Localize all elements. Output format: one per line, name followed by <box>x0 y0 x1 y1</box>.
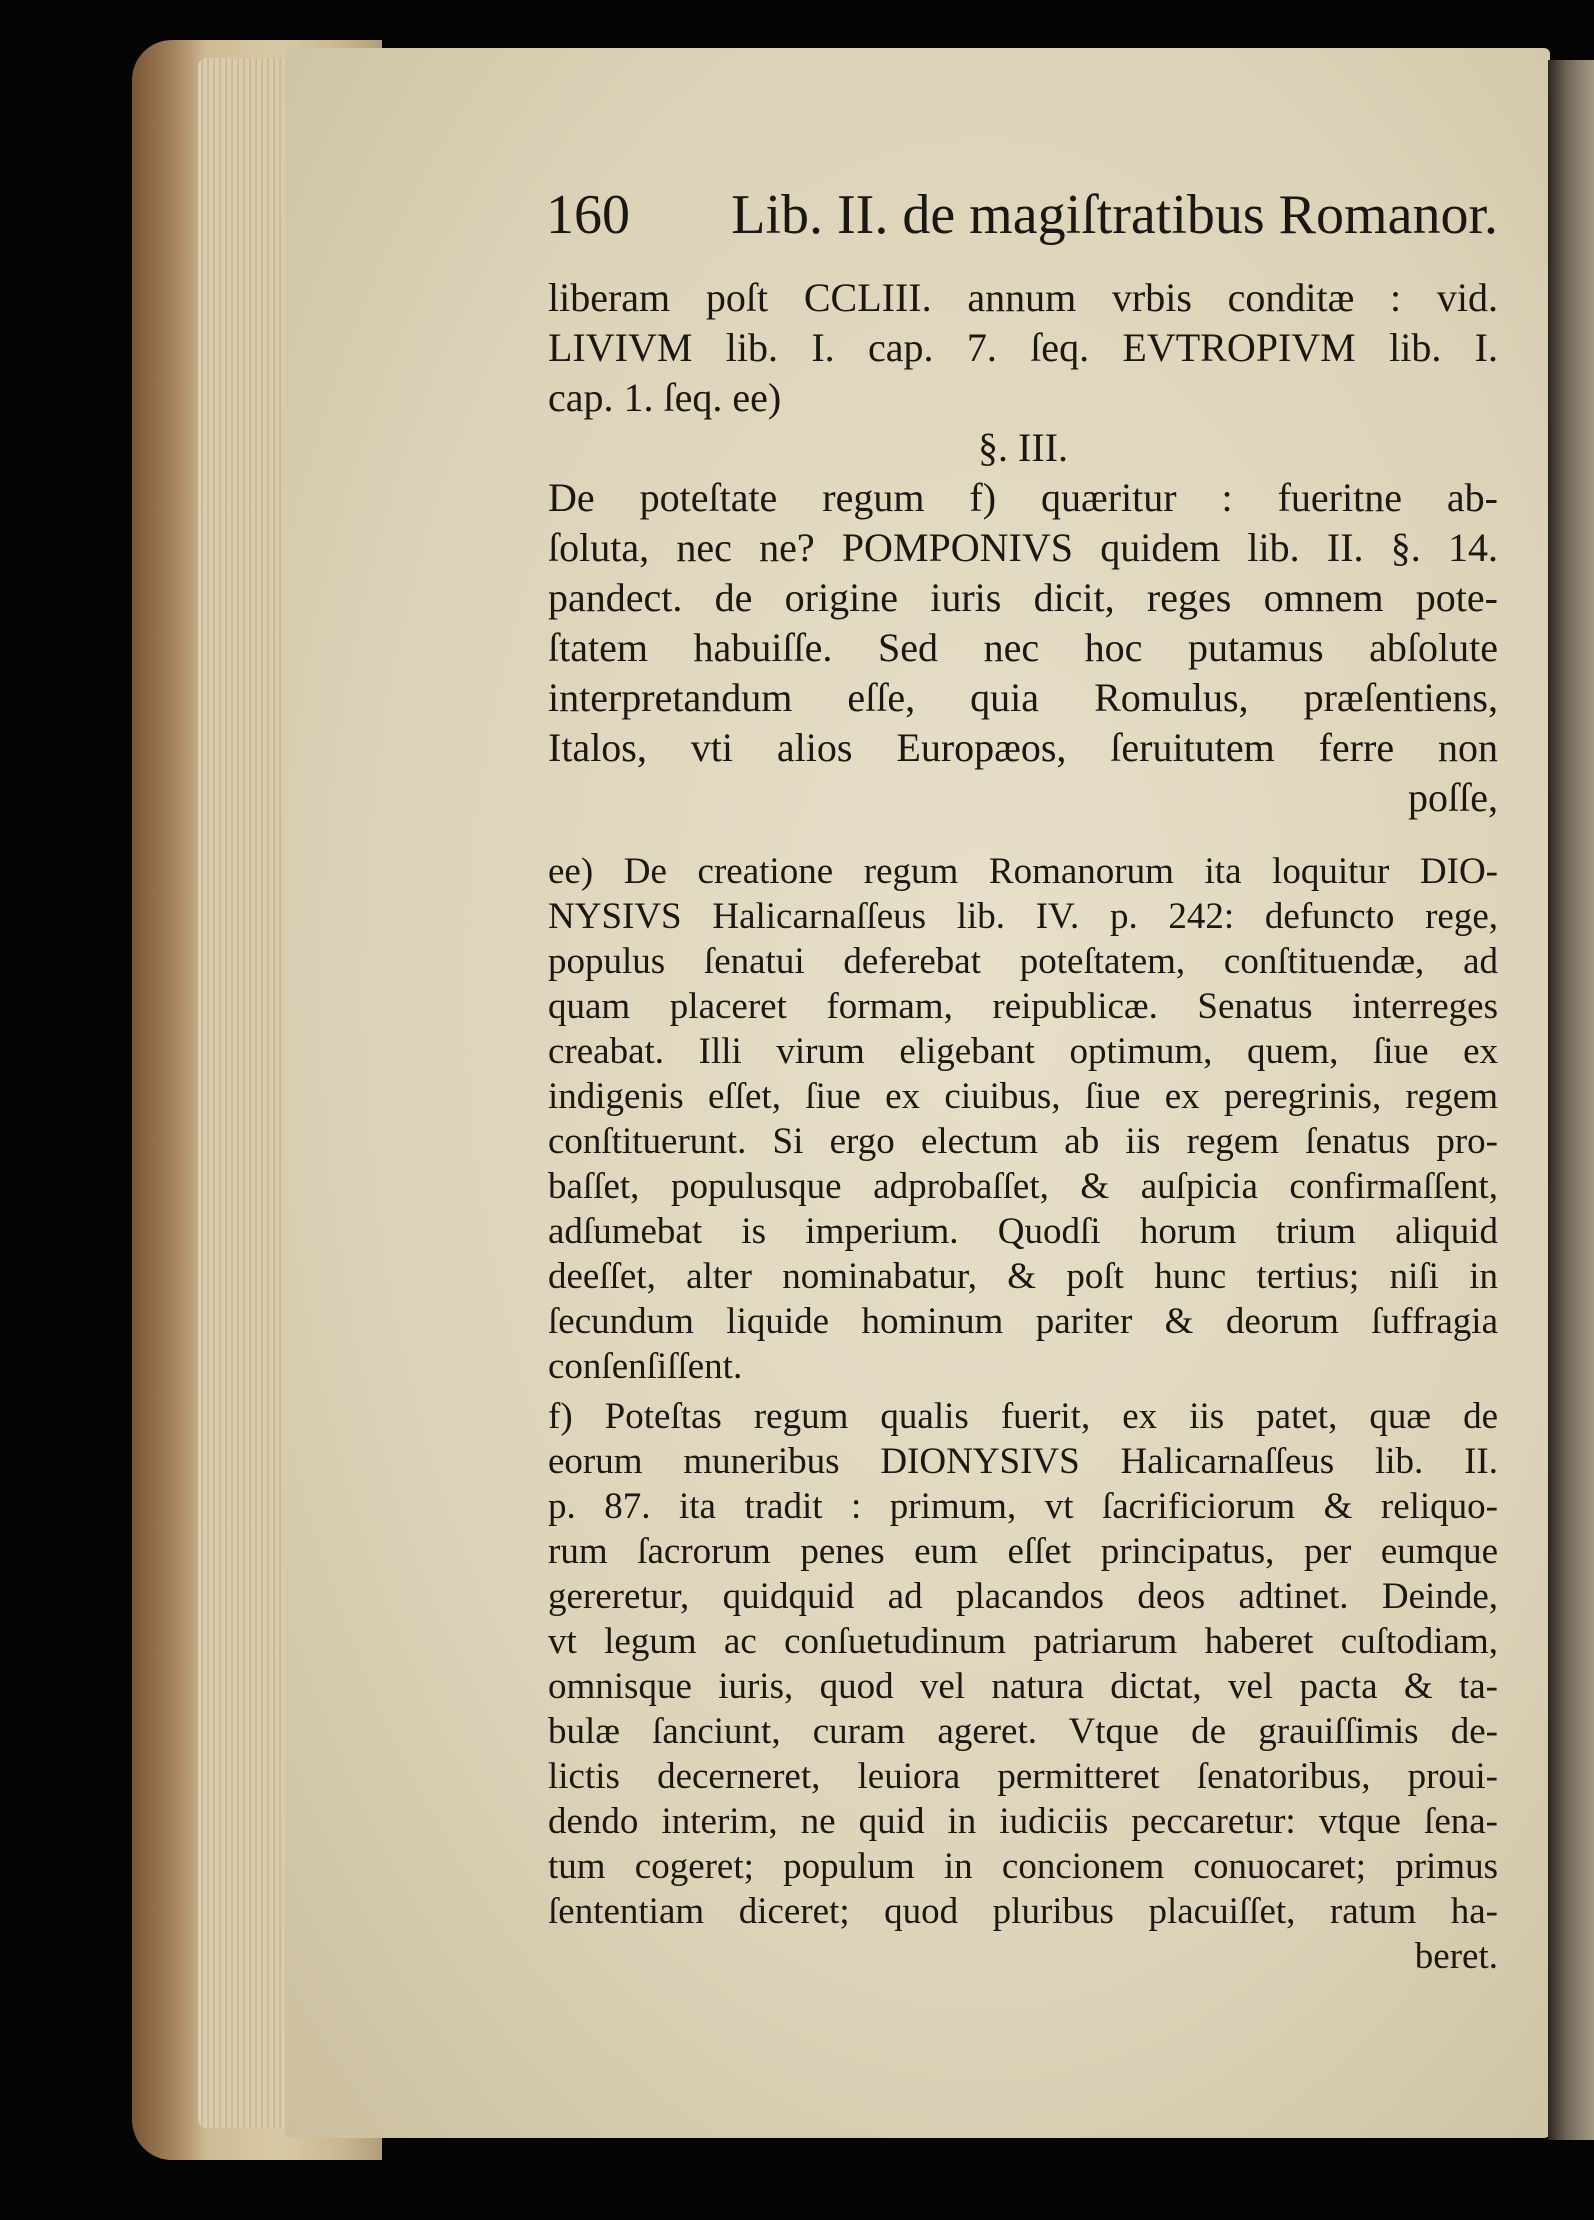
section-heading: §. III. <box>978 425 1068 470</box>
footnote-line: baſſet, populusque adprobaſſet, & auſpicia confirmaſſent, <box>548 1166 1498 1207</box>
body-line: ſtatem habuiſſe. Sed nec hoc putamus abſolute <box>548 625 1498 670</box>
footnote-line: rum ſacrorum penes eum eſſet principatus, per eumque <box>548 1531 1498 1572</box>
body-line: pandect. de origine iuris dicit, reges omnem pote- <box>548 575 1498 620</box>
footnote-line: eorum muneribus DIONYSIVS Halicarnaſſeus lib. II. <box>548 1441 1498 1482</box>
footnote-line: conſenſiſſent. <box>548 1346 743 1387</box>
footnote-line: ſententiam diceret; quod pluribus placuiſſet, ratum ha- <box>548 1891 1498 1932</box>
footnote-line: creabat. Illi virum eligebant optimum, quem, ſiue ex <box>548 1031 1498 1072</box>
footnote-line: ee) De creatione regum Romanorum ita loquitur DIO- <box>548 851 1498 892</box>
footnote-line: f) Poteſtas regum qualis fuerit, ex iis patet, quæ de <box>548 1396 1498 1437</box>
footnote-line: dendo interim, ne quid in iudiciis peccaretur: vtque ſena- <box>548 1801 1498 1842</box>
body-line: interpretandum eſſe, quia Romulus, præſentiens, <box>548 675 1498 720</box>
footnote-line: populus ſenatui deferebat poteſtatem, conſtituendæ, ad <box>548 941 1498 982</box>
body-line: De poteſtate regum f) quæritur : fueritne ab- <box>548 475 1498 520</box>
body-line: Italos, vti alios Europæos, ſeruitutem ferre non <box>548 725 1498 770</box>
footnote-line: NYSIVS Halicarnaſſeus lib. IV. p. 242: defuncto rege, <box>548 896 1498 937</box>
footnote-line: conſtituerunt. Si ergo electum ab iis regem ſenatus pro- <box>548 1121 1498 1162</box>
page-number: 160 <box>546 184 630 246</box>
footnote-line: vt legum ac conſuetudinum patriarum haberet cuſtodiam, <box>548 1621 1498 1662</box>
footnote-line: lictis decerneret, leuiora permitteret ſenatoribus, proui- <box>548 1756 1498 1797</box>
facing-page-edge <box>1548 60 1594 2140</box>
footnote-line: bulæ ſanciunt, curam ageret. Vtque de grauiſſimis de- <box>548 1711 1498 1752</box>
footnote-line: omnisque iuris, quod vel natura dictat, vel pacta & ta- <box>548 1666 1498 1707</box>
body-line: LIVIVM lib. I. cap. 7. ſeq. EVTROPIVM lib. I. <box>548 325 1498 370</box>
footnote-line: beret. <box>1414 1936 1498 1977</box>
footnote-line: p. 87. ita tradit : primum, vt ſacrificiorum & reliquo- <box>548 1486 1498 1527</box>
catchword: poſſe, <box>1408 775 1498 820</box>
footnote-line: quam placeret formam, reipublicæ. Senatus interreges <box>548 986 1498 1027</box>
body-line: cap. 1. ſeq. ee) <box>548 375 782 420</box>
footnote-line: adſumebat is imperium. Quodſi horum trium aliquid <box>548 1211 1498 1252</box>
body-line: ſoluta, nec ne? POMPONIVS quidem lib. II. §. 14. <box>548 525 1498 570</box>
footnote-line: gereretur, quidquid ad placandos deos adtinet. Deinde, <box>548 1576 1498 1617</box>
body-line: liberam poſt CCLIII. annum vrbis conditæ : vid. <box>548 275 1498 320</box>
footnote-line: tum cogeret; populum in concionem conuocaret; primus <box>548 1846 1498 1887</box>
running-head <box>548 170 1498 260</box>
footnote-line: deeſſet, alter nominabatur, & poſt hunc tertius; niſi in <box>548 1256 1498 1297</box>
footnote-line: indigenis eſſet, ſiue ex ciuibus, ſiue ex peregrinis, regem <box>548 1076 1498 1117</box>
footnote-line: ſecundum liquide hominum pariter & deorum ſuffragia <box>548 1301 1498 1342</box>
page-title: Lib. II. de magiſtratibus Romanor. <box>731 184 1498 246</box>
